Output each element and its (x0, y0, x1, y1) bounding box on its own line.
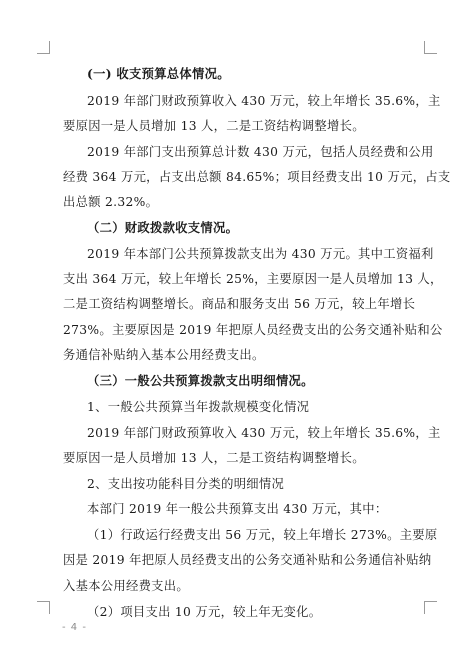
crop-mark-bottom-left (37, 601, 50, 614)
paragraph-line: 二是工资结构调整增长。商品和服务支出 56 万元，较上年增长 (63, 297, 416, 311)
paragraph-line: （1）行政运行经费支出 56 万元，较上年增长 273%。主要原 (87, 528, 438, 542)
paragraph-line: 本部门 2019 年一般公共预算支出 430 万元，其中： (87, 502, 388, 516)
paragraph-line: 经费 364 万元，占支出总额 84.65%；项目经费支出 10 万元，占支 (63, 170, 451, 184)
paragraph-line: 出总额 2.32%。 (63, 195, 159, 209)
section-heading-1: (一) 收支预算总体情况。 (87, 66, 230, 81)
paragraph-line: 因是 2019 年把原人员经费支出的公务交通补贴和公务通信补贴纳 (63, 553, 432, 567)
paragraph-line: 务通信补贴纳入基本公用经费支出。 (63, 348, 265, 362)
subsection-heading: 2、支出按功能科目分类的明细情况 (87, 477, 285, 491)
paragraph-line: 273%。主要原因是 2019 年把原人员经费支出的公务交通补贴和公 (63, 323, 443, 337)
paragraph-line: 要原因一是人员增加 13 人，二是工资结构调整增长。 (63, 119, 365, 133)
paragraph-line: 支出 364 万元，较上年增长 25%，主要原因一是人员增加 13 人， (63, 272, 443, 286)
paragraph-line: 2019 年部门财政预算收入 430 万元，较上年增长 35.6%，主 (87, 426, 441, 440)
section-heading-3: （三）一般公共预算拨款支出明细情况。 (87, 373, 314, 388)
paragraph-line: 2019 年本部门公共预算拨款支出为 430 万元。其中工资福利 (87, 247, 434, 261)
page-number: - 4 - (62, 622, 87, 633)
crop-mark-top-left (37, 41, 50, 54)
paragraph-line: （2）项目支出 10 万元，较上年无变化。 (87, 605, 322, 619)
subsection-heading: 1、一般公共预算当年拨款规模变化情况 (87, 400, 310, 414)
paragraph-line: 要原因一是人员增加 13 人，二是工资结构调整增长。 (63, 451, 365, 465)
section-heading-2: （二）财政拨款收支情况。 (87, 220, 239, 235)
paragraph-line: 2019 年部门支出预算总计数 430 万元，包括人员经费和公用 (87, 145, 434, 159)
crop-mark-top-right (424, 41, 437, 54)
paragraph-line: 入基本公用经费支出。 (63, 579, 189, 593)
paragraph-line: 2019 年部门财政预算收入 430 万元，较上年增长 35.6%，主 (87, 94, 441, 108)
crop-mark-bottom-right (424, 601, 437, 614)
